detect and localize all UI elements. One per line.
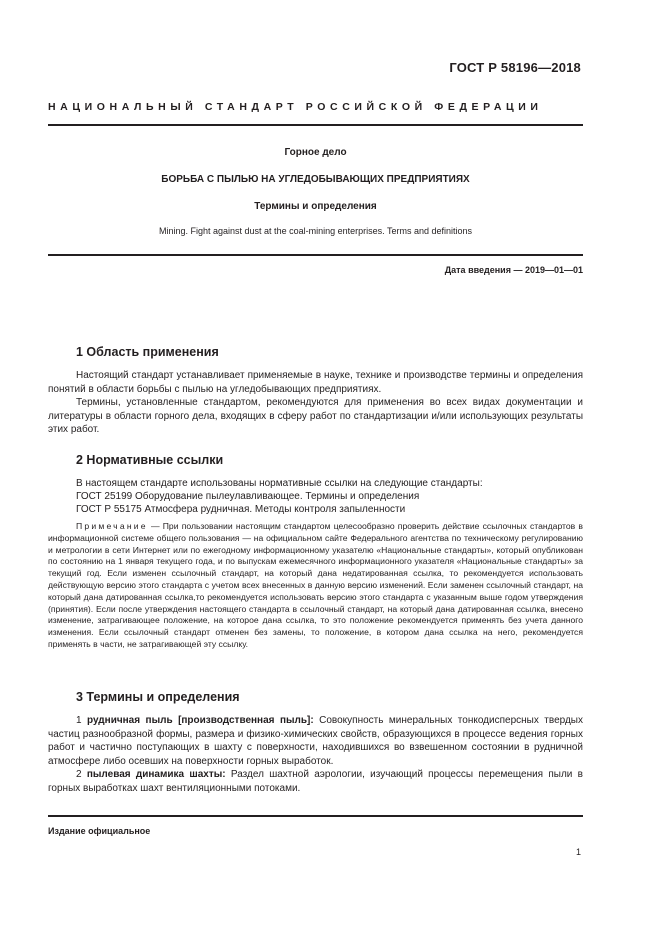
page-number: 1 bbox=[575, 847, 581, 857]
term-1-name: рудничная пыль [производственная пыль]: bbox=[87, 715, 314, 726]
term-2-definition: Раздел шахтной аэрологии, изучающий процессы перемещения пыли в горных выработках шахт вентиляционными потоками. bbox=[48, 769, 583, 794]
section-2-intro: В настоящем стандарте использованы нормативные ссылки на следующие стандарты: bbox=[76, 478, 483, 489]
term-1-definition: Совокупность минеральных тонкодисперсных твердых частиц разнообразной формы, размера и физико-химических свойств, образующихся в процессе ведения горных работ и частично поступающих в шахту с поверхности, находившихся во взвешенном состоянии в рудничной атмосфере либо осевших на поверхности горных выработок. bbox=[48, 715, 583, 767]
effective-date: Дата введения — 2019—01—01 bbox=[444, 265, 583, 275]
english-title: Mining. Fight against dust at the coal-mining enterprises. Terms and definitions bbox=[159, 226, 472, 236]
national-standard-heading: НАЦИОНАЛЬНЫЙ СТАНДАРТ РОССИЙСКОЙ ФЕДЕРАЦИИ bbox=[48, 101, 543, 113]
document-title: БОРЬБА С ПЫЛЬЮ НА УГЛЕДОБЫВАЮЩИХ ПРЕДПРИЯТИЯХ bbox=[161, 174, 470, 185]
section-3-heading: 3 Термины и определения bbox=[76, 690, 240, 704]
reference-gost-25199: ГОСТ 25199 Оборудование пылеулавливающее. Термины и определения bbox=[76, 491, 420, 502]
term-2-number: 2 bbox=[76, 769, 87, 780]
term-2 bbox=[48, 768, 583, 795]
title-bottom-rule bbox=[48, 254, 583, 256]
section-1-paragraph-1: Настоящий стандарт устанавливает применяемые в науке, технике и производстве термины и определения понятий в области борьбы с пылью на угледобывающих предприятиях. bbox=[48, 370, 583, 395]
term-1 bbox=[48, 714, 583, 768]
section-2-heading: 2 Нормативные ссылки bbox=[76, 453, 224, 467]
term-2-name: пылевая динамика шахты: bbox=[86, 769, 226, 780]
note-text: — При пользовании настоящим стандартом целесообразно проверить действие ссылочных стандартов в информационной системе общего пользования — на официальном сайте Федерального агентства по техническому регулированию и метрологии в сети Интернет или по ежегодному информационному указателю «Национальные стандарты», который опубликован по состоянию на 1 января текущего года, и по выпускам ежемесячного информационного указателя «Национальные стандарты» за текущий год. Если изменен ссылочный стандарт, на который дана недатированная ссылка, то рекомендуется использовать действующую версию этого стандарта с учетом всех внесенных в данную версию изменений. Если заменен ссылочный стандарт, на который дана датированная ссылка,то рекомендуется использовать версию этого стандарта с указанным выше годом утверждения (принятия). Если после утверждения настоящего стандарта в ссылочный стандарт, на который дана датированная ссылка, внесено изменение, затрагивающее положение, на которое дана ссылка, то это положение рекомендуется применять без учета данного изменения. Если ссылочный стандарт отменен без замены, то положение, в котором дана ссылка на него, рекомендуется применять в части, не затрагивающей эту ссылку. bbox=[48, 521, 583, 649]
standard-number: ГОСТ Р 58196—2018 bbox=[449, 60, 581, 75]
note-label: Примечание bbox=[76, 521, 148, 531]
section-1-heading: 1 Область применения bbox=[76, 345, 219, 359]
official-edition-label: Издание официальное bbox=[48, 826, 151, 836]
reference-gost-r-55175: ГОСТ Р 55175 Атмосфера рудничная. Методы контроля запыленности bbox=[76, 504, 406, 515]
term-1-number: 1 bbox=[76, 715, 88, 726]
section-2-note bbox=[48, 521, 583, 651]
document-subtitle-terms: Термины и определения bbox=[254, 201, 377, 212]
top-rule bbox=[48, 124, 583, 126]
section-1-paragraph-2: Термины, установленные стандартом, рекомендуются для применения во всех видах документации и литературы в области горного дела, входящих в сферу работ по стандартизации и/или использующих результаты этих работ. bbox=[48, 397, 583, 435]
document-subtitle: Горное дело bbox=[284, 147, 347, 158]
footer-rule bbox=[48, 815, 583, 817]
